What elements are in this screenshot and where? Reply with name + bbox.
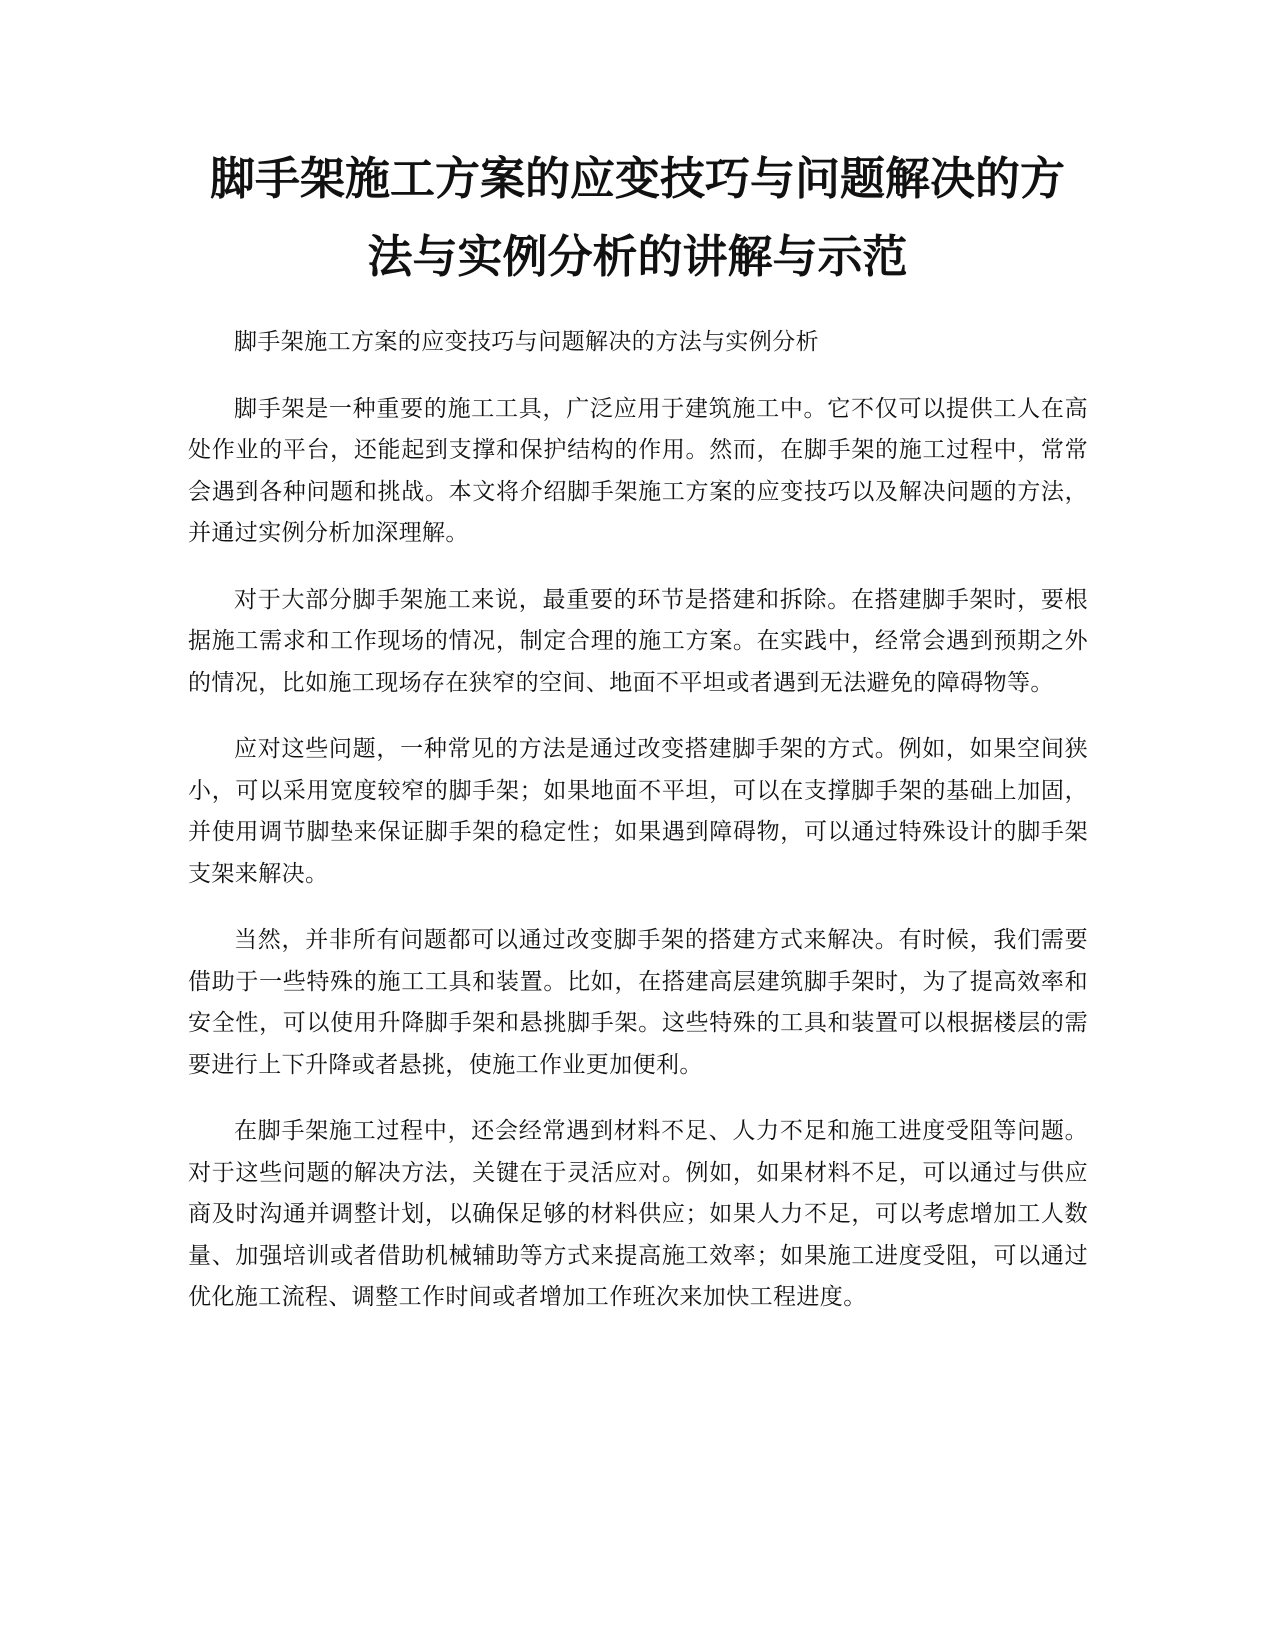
- subtitle-paragraph: 脚手架施工方案的应变技巧与问题解决的方法与实例分析: [234, 329, 819, 355]
- document-body: [188, 322, 1088, 1344]
- body-paragraph: 在脚手架施工过程中，还会经常遇到材料不足、人力不足和施工进度受阻等问题。对于这些问题的解决方法，关键在于灵活应对。例如，如果材料不足，可以通过与供应商及时沟通并调整计划，以确保足够的材料供应；如果人力不足，可以考虑增加工人数量、加强培训或者借助机械辅助等方式来提高施工效率；如果施工进度受阻，可以通过优化施工流程、调整工作时间或者增加工作班次来加快工程进度。: [188, 1118, 1088, 1310]
- body-paragraph: 应对这些问题，一种常见的方法是通过改变搭建脚手架的方式。例如，如果空间狭小，可以采用宽度较窄的脚手架；如果地面不平坦，可以在支撑脚手架的基础上加固，并使用调节脚垫来保证脚手架的稳定性；如果遇到障碍物，可以通过特殊设计的脚手架支架来解决。: [188, 736, 1088, 887]
- title-line-2: 法与实例分析的讲解与示范: [367, 230, 908, 283]
- document-title: [170, 140, 1105, 296]
- body-paragraph: 对于大部分脚手架施工来说，最重要的环节是搭建和拆除。在搭建脚手架时，要根据施工需求和工作现场的情况，制定合理的施工方案。在实践中，经常会遇到预期之外的情况，比如施工现场存在狭窄的空间、地面不平坦或者遇到无法避免的障碍物等。: [188, 586, 1088, 696]
- title-line-1: 脚手架施工方案的应变技巧与问题解决的方: [209, 152, 1065, 205]
- body-paragraph: 脚手架是一种重要的施工工具，广泛应用于建筑施工中。它不仅可以提供工人在高处作业的平台，还能起到支撑和保护结构的作用。然而，在脚手架的施工过程中，常常会遇到各种问题和挑战。本文将介绍脚手架施工方案的应变技巧以及解决问题的方法，并通过实例分析加深理解。: [188, 395, 1088, 546]
- body-paragraph: 当然，并非所有问题都可以通过改变脚手架的搭建方式来解决。有时候，我们需要借助于一些特殊的施工工具和装置。比如，在搭建高层建筑脚手架时，为了提高效率和安全性，可以使用升降脚手架和悬挑脚手架。这些特殊的工具和装置可以根据楼层的需要进行上下升降或者悬挑，使施工作业更加便利。: [188, 927, 1088, 1078]
